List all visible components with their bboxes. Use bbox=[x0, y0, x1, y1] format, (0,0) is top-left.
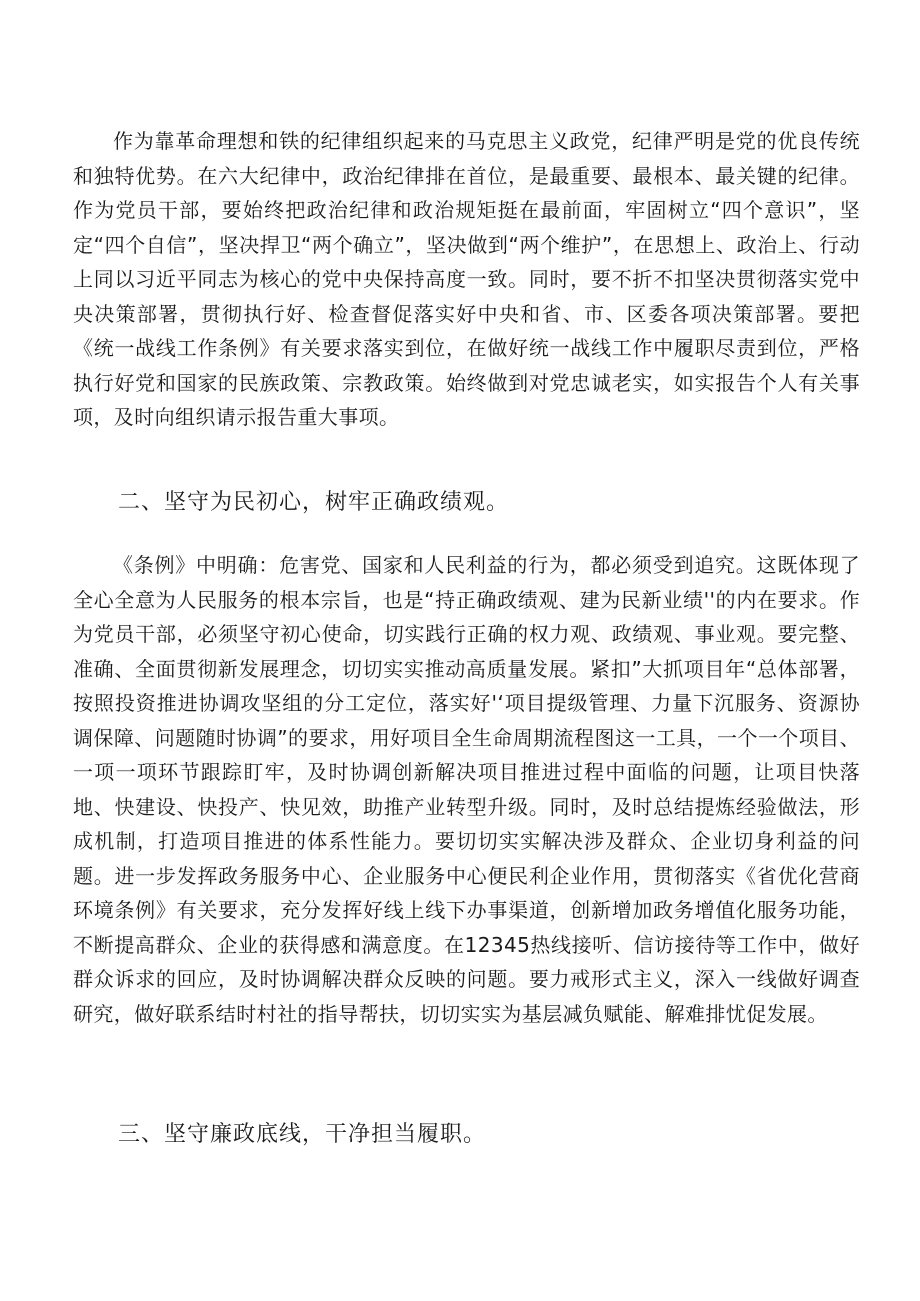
paragraph-political-discipline: 作为靠革命理想和铁的纪律组织起来的马克思主义政党，纪律严明是党的优良传统和独特优势。在六大纪律中，政治纪律排在首位，是最重要、最根本、最关键的纪律。作为党员干部，要始终把政治纪律和政治规矩挺在最前面，牢固树立“四个意识”，坚定“四个自信”，坚决捍卫“两个确立”，坚决做到“两个维护”，在思想上、政治上、行动上同以习近平同志为核心的党中央保持高度一致。同时，要不折不扣坚决贯彻落实党中央决策部署，贯彻执行好、检查督促落实好中央和省、市、区委各项决策部署。要把《统一战线工作条例》有关要求落实到位，在做好统一战线工作中履职尽责到位，严格执行好党和国家的民族政策、宗教政策。始终做到对党忠诚老实，如实报告个人有关事项，及时向组织请示报告重大事项。 bbox=[73, 129, 860, 429]
section-heading-2: 二、坚守为民初心，树牢正确政绩观。 bbox=[118, 490, 510, 515]
paragraph-serve-people: 《条例》中明确：危害党、国家和人民利益的行为，都必须受到追究。这既体现了全心全意为人民服务的根本宗旨，也是“持正确政绩观、建为民新业绩''的内在要求。作为党员干部，必须坚守初心使命，切实践行正确的权力观、政绩观、事业观。要完整、准确、全面贯彻新发展理念，切切实实推动高质量发展。紧扣”大抓项目年“总体部署，按照投资推进协调攻坚组的分工定位，落实好'‘项目提级管理、力量下沉服务、资源协调保障、问题随时协调”的要求，用好项目全生命周期流程图这一工具，一个一个项目、一项一项环节跟踪盯牢，及时协调创新解决项目推进过程中面临的问题，让项目快落地、快建设、快投产、快见效，助推产业转型升级。同时，及时总结提炼经验做法，形成机制，打造项目推进的体系性能力。要切切实实解决涉及群众、企业切身利益的问题。进一步发挥政务服务中心、企业服务中心便民利企业作用，贯彻落实《省优化营商环境条例》有关要求，充分发挥好线上线下办事渠道，创新增加政务增值化服务功能，不断提高群众、企业的获得感和满意度。在12345热线接听、信访接待等工作中，做好群众诉求的回应，及时协调解决群众反映的问题。要力戒形式主义，深入一线做好调查研究，做好联系结时村社的指导帮扶，切切实实为基层减负赋能、解难排忧促发展。 bbox=[73, 553, 860, 1026]
section-heading-3: 三、坚守廉政底线，干净担当履职。 bbox=[118, 1122, 487, 1147]
